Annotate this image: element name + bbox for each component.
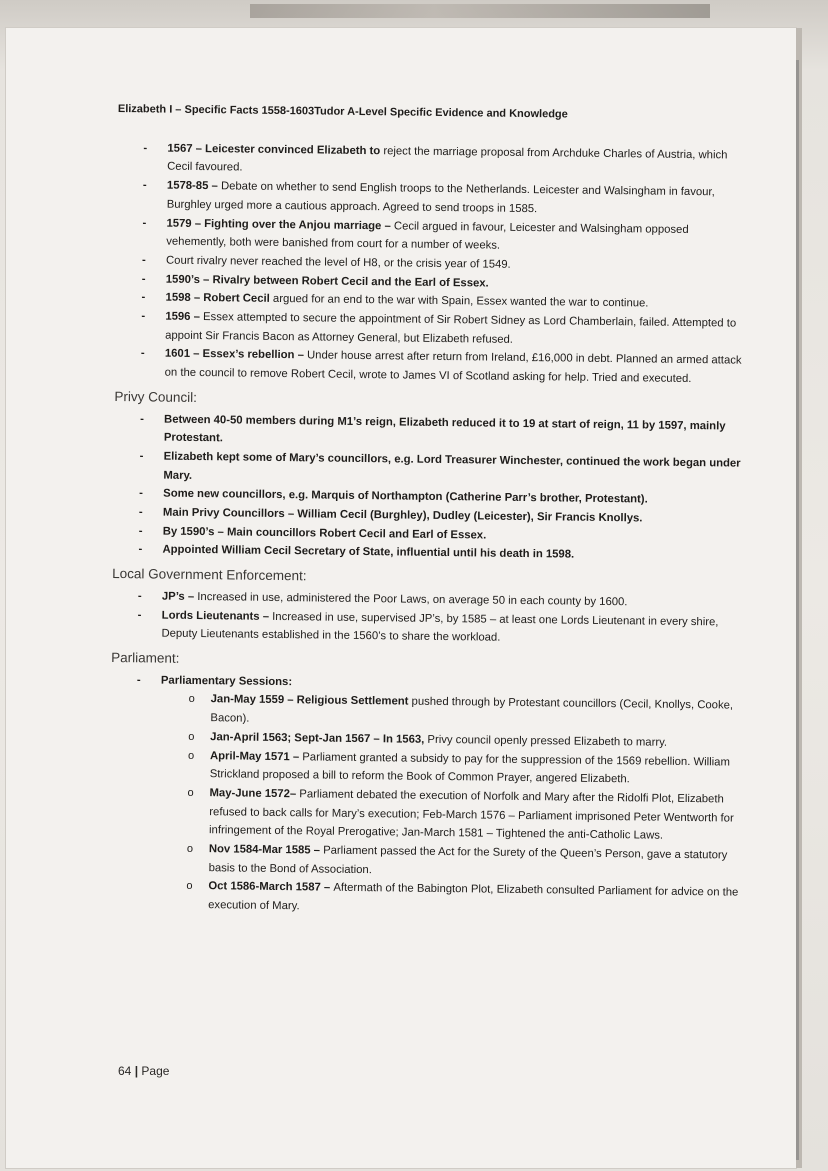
list-item: - 1590’s – Rivalry between Robert Cecil and the Earl of Essex. (116, 270, 746, 296)
document-body (108, 100, 748, 921)
section-title-local-government: Local Government Enforcement: (112, 566, 307, 584)
list-item: - JP’s – Increased in use, administered the Poor Laws, on average 50 in each county by 1600. (112, 587, 742, 613)
list-item: - Main Privy Councillors – William Cecil (Burghley), Dudley (Leicester), Sir Francis Knollys. (113, 503, 743, 529)
list-item: - Between 40-50 members during M1’s reign, Elizabeth reduced it to 19 at start of reign, 11 by 1597, mainly Protestant. (114, 410, 744, 455)
local-government-list (111, 587, 742, 651)
list-item: - Elizabeth kept some of Mary’s councillors, e.g. Lord Treasurer Winchester, continued the work began under Mary. (113, 447, 743, 492)
document-header: Elizabeth I – Specific Facts 1558-1603Tudor A-Level Specific Evidence and Knowledge (117, 102, 568, 121)
list-item: o April-May 1571 – Parliament granted a subsidy to pay for the suppression of the 1569 rebellion. William Strickland proposed a bill to reform the Book of Common Prayer, angered Elizabeth. (110, 745, 740, 790)
list-item: - 1578-85 – Debate on whether to send English troops to the Netherlands. Leicester and Walsingham in favour, Burghley urged more a cautious approach. Agreed to send troops in 1585. (117, 176, 747, 221)
page-number: 64 (118, 1064, 132, 1078)
list-item: o May-June 1572– Parliament debated the execution of Norfolk and Mary after the Ridolfi Plot, Elizabeth refused to back calls for Mary’s execution; Feb-March 1576 – Parliament imprisoned Peter Wentworth for infringement of the Royal Prerogative; Jan-March 1581 – Tightened the anti-Catholic Laws. (109, 783, 740, 847)
top-shadow-strip (250, 4, 710, 18)
court-faction-list (115, 139, 748, 390)
section-title-parliament: Parliament: (111, 649, 180, 666)
list-item: o Oct 1586-March 1587 – Aftermath of the Babington Plot, Elizabeth consulted Parliament for advice on the execution of Mary. (108, 876, 738, 921)
list-item: - 1598 – Robert Cecil argued for an end to the war with Spain, Essex wanted the war to continue. (115, 288, 745, 314)
list-item: o Jan-May 1559 – Religious Settlement pushed through by Protestant councillors (Cecil, Knollys, Cooke, Bacon). (110, 689, 740, 734)
page-label: Page (141, 1064, 170, 1078)
parliamentary-sessions-list (108, 689, 741, 921)
page-footer (118, 1064, 169, 1078)
section-title-privy-council: Privy Council: (114, 388, 197, 405)
page-separator: | (134, 1064, 139, 1078)
list-item: - Appointed William Cecil Secretary of State, influential until his death in 1598. (112, 540, 742, 566)
list-item: - Court rivalry never reached the level of H8, or the crisis year of 1549. (116, 251, 746, 277)
list-item: o Nov 1584-Mar 1585 – Parliament passed the Act for the Surety of the Queen’s Person, gave a statutory basis to the Bond of Association. (109, 839, 739, 884)
list-item: - 1567 – Leicester convinced Elizabeth to reject the marriage proposal from Archduke Charles of Austria, which Cecil favoured. (117, 139, 747, 184)
list-item: - 1596 – Essex attempted to secure the appointment of Sir Robert Sidney as Lord Chamberlain, failed. Attempted to appoint Sir Francis Bacon as Attorney General, but Elizabeth refused. (115, 307, 745, 352)
list-item: - By 1590’s – Main councillors Robert Cecil and Earl of Essex. (113, 522, 743, 548)
list-item: o Jan-April 1563; Sept-Jan 1567 – In 1563, Privy council openly pressed Elizabeth to marry. (110, 727, 740, 753)
list-item: - Some new councillors, e.g. Marquis of Northampton (Catherine Parr’s brother, Protestant). (113, 484, 743, 510)
list-item: - 1601 – Essex’s rebellion – Under house arrest after return from Ireland, £16,000 in debt. Planned an armed attack on the council to remove Robert Cecil, wrote to James VI of Scotland asking for help. Tried and executed. (115, 344, 745, 389)
privy-council-list (112, 410, 744, 567)
list-item: - 1579 – Fighting over the Anjou marriage – Cecil argued in favour, Leicester and Walsingham opposed vehemently, both were banished from court for a number of weeks. (116, 214, 746, 259)
list-item: - Lords Lieutenants – Increased in use, supervised JP’s, by 1585 – at least one Lords Lieutenant in every shire, Deputy Lieutenants established in the 1560’s to share the workload. (111, 606, 741, 651)
list-item: - Parliamentary Sessions: (111, 671, 741, 697)
paper-edge-shadow (796, 60, 799, 1160)
